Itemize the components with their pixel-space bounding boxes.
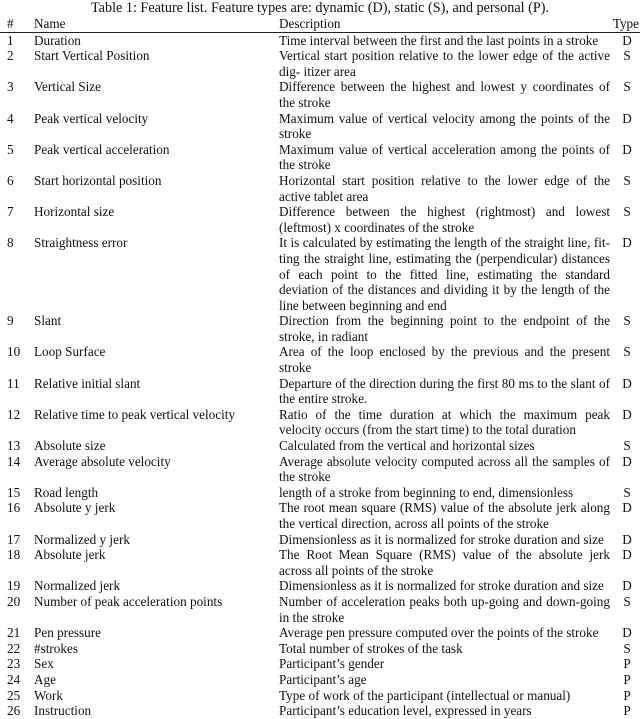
row-type: S xyxy=(623,438,631,454)
row-description: Total number of strokes of the task xyxy=(279,640,463,656)
row-description: Average absolute velocity computed across all the samples of the stroke xyxy=(279,453,610,485)
row-type: D xyxy=(622,500,632,516)
header-description: Description xyxy=(277,16,610,32)
row-description: length of a stroke from beginning to end, dimensionless xyxy=(279,484,574,500)
row-description: Calculated from the vertical and horizontal sizes xyxy=(279,438,535,454)
row-name: Start horizontal position xyxy=(34,172,162,188)
table-row xyxy=(0,532,640,548)
row-name: Relative time to peak vertical velocity xyxy=(34,406,236,422)
table-row xyxy=(0,376,640,407)
row-num: 19 xyxy=(7,578,21,594)
table-row xyxy=(0,173,640,204)
table-row xyxy=(0,111,640,142)
row-name: Absolute size xyxy=(34,438,106,454)
row-name: Number of peak acceleration points xyxy=(34,593,223,609)
row-name: Instruction xyxy=(34,703,92,719)
table-row xyxy=(0,625,640,641)
row-name: #strokes xyxy=(34,640,78,656)
table-row xyxy=(0,344,640,375)
row-type: S xyxy=(623,484,631,500)
row-type: S xyxy=(623,204,631,220)
row-type: D xyxy=(622,578,632,594)
row-type: D xyxy=(622,547,632,563)
row-num: 9 xyxy=(7,313,14,329)
row-name: Peak vertical acceleration xyxy=(34,141,170,157)
table-row xyxy=(0,235,640,313)
row-description: Area of the loop enclosed by the previous and the present stroke xyxy=(279,344,610,376)
row-num: 10 xyxy=(7,344,21,360)
row-description: Time interval between the first and the last points in a stroke xyxy=(279,32,599,48)
row-num: 8 xyxy=(7,235,14,251)
row-type: D xyxy=(622,453,632,469)
row-num: 5 xyxy=(7,141,14,157)
row-name: Slant xyxy=(34,313,62,329)
row-num: 6 xyxy=(7,172,14,188)
row-num: 1 xyxy=(7,32,14,48)
table-row xyxy=(0,142,640,173)
row-name: Duration xyxy=(34,32,81,48)
row-num: 17 xyxy=(7,531,21,547)
row-name: Peak vertical velocity xyxy=(34,110,149,126)
row-description: Departure of the direction during the first 80 ms to the slant of the entire stroke. xyxy=(279,375,610,407)
row-description: Difference between the highest (rightmost) and lowest (leftmost) x coordinates of the stroke xyxy=(279,204,610,235)
row-name: Normalized y jerk xyxy=(34,531,130,547)
row-description: Maximum value of vertical acceleration among the points of the stroke xyxy=(279,141,610,173)
table-row xyxy=(0,547,640,578)
row-type: D xyxy=(622,110,632,126)
row-description: Participant’s gender xyxy=(279,656,385,672)
row-type: S xyxy=(623,79,631,95)
table-row xyxy=(0,594,640,625)
row-description: Type of work of the participant (intellectual or manual) xyxy=(279,687,571,703)
row-type: P xyxy=(623,671,631,687)
row-description: It is calculated by estimating the length of the straight line, fit- ting the straight line, estimating the (perpendicular) distances of each point to the fitted line, estimating the standard deviation of the distances and dividing it by the length of the line between beginning and end xyxy=(279,235,610,313)
row-num: 20 xyxy=(7,593,21,609)
row-description: Difference between the highest and lowest y coordinates of the stroke xyxy=(279,79,610,110)
table-row xyxy=(0,578,640,594)
table-row xyxy=(0,407,640,438)
table-row xyxy=(0,656,640,672)
row-type: D xyxy=(622,531,632,547)
row-name: Horizontal size xyxy=(34,204,115,220)
row-name: Straightness error xyxy=(34,235,128,251)
row-type: D xyxy=(622,406,632,422)
row-type: P xyxy=(623,687,631,703)
row-type: S xyxy=(623,640,631,656)
row-num: 11 xyxy=(7,375,20,391)
row-name: Sex xyxy=(34,656,54,672)
row-num: 24 xyxy=(7,671,21,687)
row-name: Start Vertical Position xyxy=(34,48,150,64)
row-description: The Root Mean Square (RMS) value of the absolute jerk across all points of the stroke xyxy=(279,547,610,578)
row-name: Road length xyxy=(34,484,99,500)
table-row xyxy=(0,204,640,235)
row-name: Age xyxy=(34,671,56,687)
row-description: The root mean square (RMS) value of the absolute jerk along the vertical direction, across all points of the stroke xyxy=(279,500,610,531)
row-type: S xyxy=(623,172,631,188)
row-type: D xyxy=(622,235,632,251)
row-description: Participant’s age xyxy=(279,671,367,687)
row-num: 4 xyxy=(7,110,14,126)
table-row xyxy=(0,454,640,485)
row-num: 26 xyxy=(7,703,21,719)
row-name: Vertical Size xyxy=(34,79,102,95)
row-description: Average pen pressure computed over the points of the stroke xyxy=(279,625,599,641)
header-type: Type xyxy=(610,16,640,32)
table-row xyxy=(0,703,640,719)
row-num: 12 xyxy=(7,406,21,422)
table-row xyxy=(0,32,640,48)
row-description: Dimensionless as it is normalized for stroke duration and size xyxy=(279,578,604,594)
row-type: P xyxy=(623,656,631,672)
row-name: Relative initial slant xyxy=(34,375,141,391)
table-row xyxy=(0,672,640,688)
row-name: Normalized jerk xyxy=(34,578,121,594)
row-type: P xyxy=(623,703,631,719)
table-row xyxy=(0,485,640,501)
table-row xyxy=(0,48,640,79)
row-description: Horizontal start position relative to the lower edge of the active tablet area xyxy=(279,172,610,204)
row-description: Maximum value of vertical velocity among the points of the stroke xyxy=(279,110,610,142)
row-num: 14 xyxy=(7,453,21,469)
row-name: Average absolute velocity xyxy=(34,453,171,469)
row-description: Vertical start position relative to the lower edge of the active dig- itizer area xyxy=(279,48,610,79)
row-type: D xyxy=(622,625,632,641)
row-name: Loop Surface xyxy=(34,344,106,360)
row-name: Work xyxy=(34,687,63,703)
row-type: S xyxy=(623,48,631,64)
row-num: 15 xyxy=(7,484,21,500)
row-type: S xyxy=(623,344,631,360)
row-description: Number of acceleration peaks both up-going and down-going in the stroke xyxy=(279,593,610,625)
table-row xyxy=(0,688,640,704)
row-num: 23 xyxy=(7,656,21,672)
header-name: Name xyxy=(30,16,277,32)
row-name: Pen pressure xyxy=(34,625,102,641)
row-num: 25 xyxy=(7,687,21,703)
row-num: 13 xyxy=(7,438,21,454)
row-name: Absolute jerk xyxy=(34,547,106,563)
row-type: S xyxy=(623,593,631,609)
row-name: Absolute y jerk xyxy=(34,500,116,516)
table-caption: Table 1: Feature list. Feature types are: dynamic (D), static (S), and personal (P). xyxy=(91,0,549,16)
row-description: Dimensionless as it is normalized for stroke duration and size xyxy=(279,531,604,547)
header-num: # xyxy=(0,16,30,32)
row-num: 21 xyxy=(7,625,21,641)
row-num: 3 xyxy=(7,79,14,95)
row-type: D xyxy=(622,32,632,48)
feature-table xyxy=(0,16,640,719)
header-row xyxy=(0,16,640,32)
table-row xyxy=(0,313,640,344)
row-type: D xyxy=(622,141,632,157)
row-type: S xyxy=(623,313,631,329)
table-row xyxy=(0,641,640,657)
row-type: D xyxy=(622,375,632,391)
table-body xyxy=(0,32,640,719)
row-num: 2 xyxy=(7,48,14,64)
row-num: 22 xyxy=(7,640,21,656)
row-description: Ratio of the time duration at which the maximum peak velocity occurs (from the start time) to the total duration xyxy=(279,406,610,438)
row-num: 16 xyxy=(7,500,21,516)
row-num: 18 xyxy=(7,547,21,563)
row-num: 7 xyxy=(7,204,14,220)
table-row xyxy=(0,500,640,531)
table-row xyxy=(0,438,640,454)
row-description: Participant’s education level, expressed in years xyxy=(279,703,532,719)
table-row xyxy=(0,79,640,110)
row-description: Direction from the beginning point to the endpoint of the stroke, in radiant xyxy=(279,313,610,344)
